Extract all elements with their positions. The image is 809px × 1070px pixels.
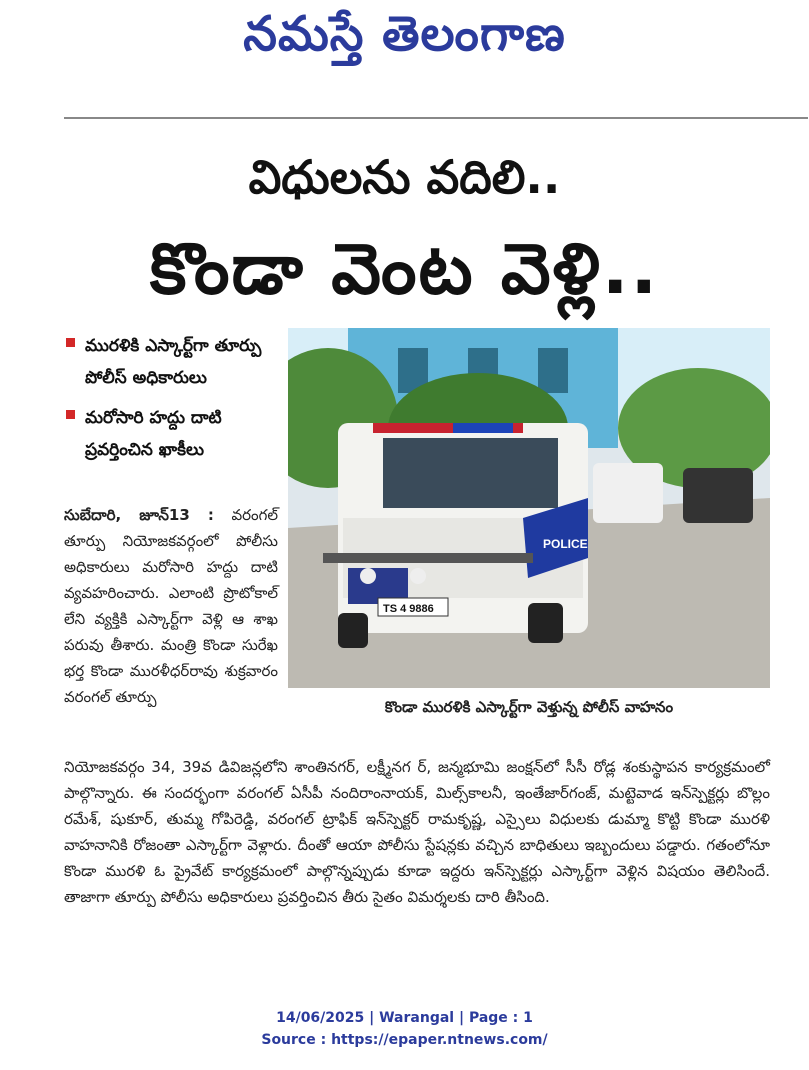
footer-source: Source : https://epaper.ntnews.com/ <box>261 1032 548 1048</box>
vehicle-license-plate: TS 4 9886 <box>383 603 434 615</box>
highlight-text: మరోసారి హద్దు దాటి ప్రవర్తించిన ఖాకీలు <box>85 408 222 460</box>
news-photo <box>288 328 770 688</box>
highlight-list <box>64 330 286 474</box>
vehicle-decal-text: POLICE <box>543 537 588 551</box>
dateline: సుబేదారి, జూన్13 : <box>64 506 214 524</box>
bullet-square-icon <box>66 410 75 419</box>
highlight-item <box>64 330 286 394</box>
highlight-text: మురళికి ఎస్కార్ట్‌గా తూర్పు పోలీస్ అధికారులు <box>85 336 262 388</box>
masthead-logo: నమస్తే తెలంగాణ <box>243 6 566 62</box>
highlight-item <box>64 402 286 466</box>
article-kicker: విధులను వదిలి.. <box>248 150 561 204</box>
footer-page-info: 14/06/2025 | Warangal | Page : 1 <box>276 1010 533 1026</box>
body-paragraph-column: వరంగల్ తూర్పు నియోజకవర్గంలో పోలీసు అధికారులు మరోసారి హద్దు దాటి వ్యవహరించారు. ఎలాంటి ప్రొటోకాల్ లేని వ్యక్తికి ఎస్కార్ట్‌గా వెళ్లి ఆ శాఖ పరువు తీశారు. మంత్రి కొండా సురేఖ భర్త కొండా మురళీధర్‌రావు శుక్రవారం వరంగల్ తూర్పు <box>64 506 278 706</box>
photo-caption: కొండా మురళికి ఎస్కార్ట్‌గా వెళ్తున్న పోలీస్ వాహనం <box>384 698 674 716</box>
masthead-divider <box>64 117 808 119</box>
article-body-full: నియోజకవర్గం 34, 39వ డివిజన్లలోని శాంతినగర్, లక్ష్మీనగ ర్, జన్మభూమి జంక్షన్‌లో సీసీ రోడ్ల శంకుస్థాపన కార్యక్రమంలో పాల్గొన్నారు. ఈ సందర్భంగా వరంగల్ ఏసీపీ నందిరాంనాయక్, మిల్స్‌కాలనీ, ఇంతేజార్‌గంజ్, మట్టెవాడ ఇన్‌స్పెక్టర్లు బొల్లం రమేశ్, షుకూర్, తుమ్మ గోపిరెడ్డి, వరంగల్ ట్రాఫిక్ ఇన్‌స్పెక్టర్ రామకృష్ణ, ఎస్సైలు విధులకు డుమ్మా కొట్టి కొండా మురళి వాహనానికి రోజంతా ఎస్కార్ట్‌గా వెళ్లారు. దీంతో ఆయా పోలీసు స్టేషన్లకు వచ్చిన బాధితులు ఇబ్బందులు పడ్డారు. గతంలోనూ కొండా మురళి ఓ ప్రైవేట్ కార్యక్రమంలో పాల్గొన్నప్పుడు కూడా ఇద్దరు ఇన్‌స్పెక్టర్లు ఎస్కార్ట్‌గా వెళ్లిన విషయం తెలిసిందే. తాజాగా తూర్పు పోలీసు అధికారులు ప్రవర్తించిన తీరు సైతం విమర్శలకు దారి తీసింది. <box>64 758 770 906</box>
bullet-square-icon <box>66 338 75 347</box>
article-headline: కొండా వెంట వెళ్లి.. <box>149 228 660 310</box>
police-vehicle-photo <box>288 328 770 688</box>
article-body-column <box>64 502 278 710</box>
